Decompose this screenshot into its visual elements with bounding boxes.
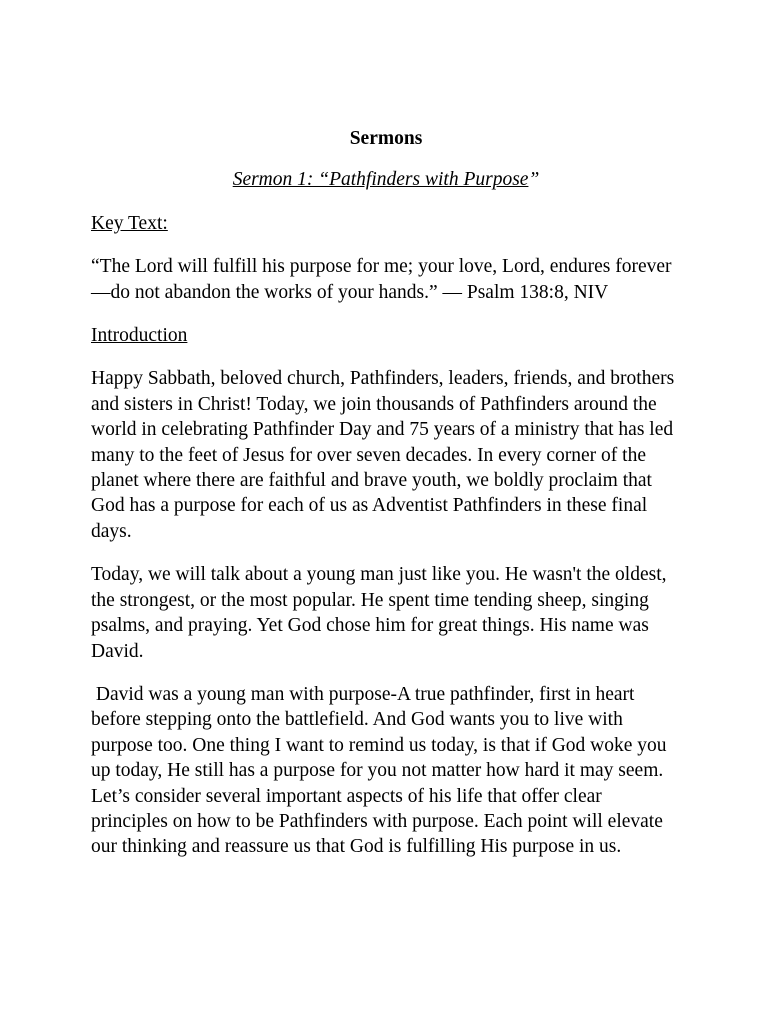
sermon-title-underlined: Sermon 1: “Pathfinders with Purpose xyxy=(232,169,529,191)
paragraph-1: Happy Sabbath, beloved church, Pathfinders, leaders, friends, and brothers and sisters in Christ! Today, we join thousands of Pathfinders around the world in celebrating Pathfinder Day and 75 years of a ministry that has led many to the feet of Jesus for over seven decades. In every corner of the planet where there are faithful and brave youth, we boldly proclaim that God has a purpose for each of us as Adventist Pathfinders in these final days. xyxy=(91,368,680,542)
introduction-heading: Introduction xyxy=(91,325,188,347)
key-text-quote: “The Lord will fulfill his purpose for me; your love, Lord, endures forever—do not abandon the works of your hands.” — Psalm 138:8, NIV xyxy=(91,256,672,303)
paragraph-3: David was a young man with purpose-A true pathfinder, first in heart before stepping onto the battlefield. And God wants you to live with purpose too. One thing I want to remind us today, is that if God woke you up today, He still has a purpose for you not matter how hard it may seem. Let’s consider several important aspects of his life that offer clear principles on how to be Pathfinders with purpose. Each point will elevate our thinking and reassure us that God is fulfilling His purpose in us. xyxy=(91,683,673,858)
sermon-title-tail: ” xyxy=(528,169,540,191)
paragraph-2: Today, we will talk about a young man just like you. He wasn't the oldest, the strongest, or the most popular. He spent time tending sheep, singing psalms, and praying. Yet God chose him for great things. His name was David. xyxy=(91,564,672,662)
key-text-heading: Key Text: xyxy=(91,212,168,234)
sermon-title xyxy=(91,167,681,192)
document-page xyxy=(91,126,681,878)
document-title: Sermons xyxy=(349,128,423,149)
